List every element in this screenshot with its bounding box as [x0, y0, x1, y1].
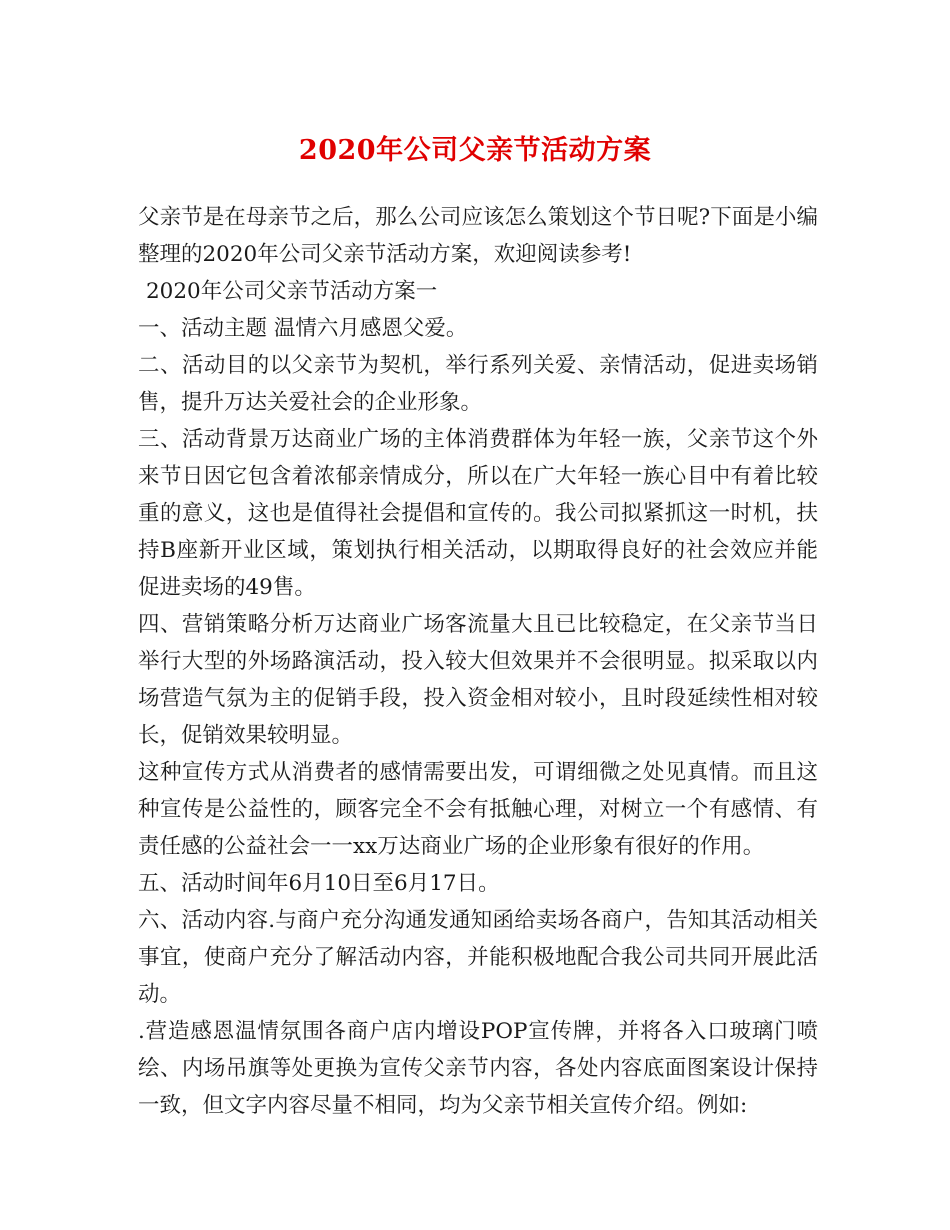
intro-paragraph: 父亲节是在母亲节之后，那么公司应该怎么策划这个节日呢?下面是小编整理的2020年公司父亲节活动方案，欢迎阅读参考! — [138, 205, 818, 267]
paragraph-publicity: 这种宣传方式从消费者的感情需要出发，可谓细微之处见真情。而且这种宣传是公益性的，顾客完全不会有抵触心理，对树立一个有感情、有责任感的公益社会一一xx万达商业广场的企业形象有很好的作用。 — [138, 760, 818, 859]
paragraph-theme: 一、活动主题 温情六月感恩父爱。 — [138, 316, 468, 341]
paragraph-time: 五、活动时间年6月10日至6月17日。 — [138, 871, 500, 896]
section-heading: 2020年公司父亲节活动方案一 — [146, 279, 438, 304]
paragraph-purpose: 二、活动目的以父亲节为契机，举行系列关爱、亲情活动，促进卖场销售，提升万达关爱社会的企业形象。 — [138, 353, 818, 415]
paragraph-background: 三、活动背景万达商业广场的主体消费群体为年轻一族，父亲节这个外来节日因它包含着浓郁亲情成分，所以在广大年轻一族心目中有着比较重的意义，这也是值得社会提倡和宣传的。我公司拟紧抓这一时机，扶持B座新开业区域，策划执行相关活动，以期取得良好的社会效应并能促进卖场的49售。 — [138, 427, 818, 600]
paragraph-atmosphere: .营造感恩温情氛围各商户店内增设POP宣传牌，并将各入口玻璃门喷绘、内场吊旗等处更换为宣传父亲节内容，各处内容底面图案设计保持一致，但文字内容尽量不相同，均为父亲节相关宣传介绍。例如: — [138, 1019, 818, 1118]
document-body — [138, 199, 818, 1124]
paragraph-strategy: 四、营销策略分析万达商业广场客流量大且已比较稳定，在父亲节当日举行大型的外场路演活动，投入较大但效果并不会很明显。拟采取以内场营造气氛为主的促销手段，投入资金相对较小，且时段延续性相对较长，促销效果较明显。 — [138, 612, 818, 748]
paragraph-content: 六、活动内容.与商户充分沟通发通知函给卖场各商户，告知其活动相关事宜，使商户充分了解活动内容，并能积极地配合我公司共同开展此活动。 — [138, 908, 818, 1007]
document-title: 2020年公司父亲节活动方案 — [298, 135, 652, 166]
